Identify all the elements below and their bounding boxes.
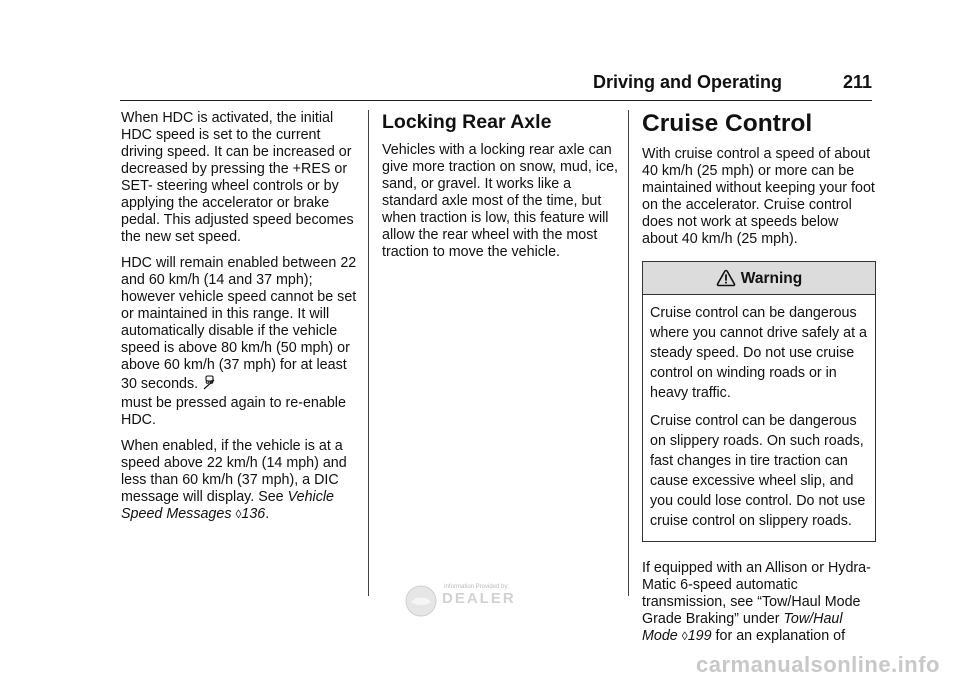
paragraph-text: When enabled, if the vehicle is at a speed above 22 km/h (14 mph) and less than 60 km/h (37 mph), a DIC message will display. See (121, 438, 347, 505)
page-number: 211 (842, 72, 872, 92)
dealer-tagline: Information Provided by: (444, 584, 510, 590)
warning-paragraph: Cruise control can be dangerous on slippery roads. On such roads, fast changes in tire traction can cause excessive wheel slip, and you could lose control. Do not use cruise control on slippery roads. (650, 413, 866, 529)
paragraph: With cruise control a speed of about 40 km/h (25 mph) or more can be maintained without keeping your foot on the accelerator. Cruise control does not work at speeds below about 40 km/h (25 mph). (642, 146, 875, 247)
punctuation: . (265, 506, 270, 522)
page-reference-icon: ◊ (681, 629, 688, 643)
column-hdc (121, 110, 357, 532)
section-heading: Locking Rear Axle (382, 111, 552, 133)
dealer-wordmark: DEALER (442, 590, 516, 607)
column-cruise-control (642, 110, 878, 654)
paragraph-text: for an explanation of (715, 628, 846, 644)
paragraph-text: If equipped with an Allison or Hydra-Matic 6-speed automatic transmission, see “Tow/Haul Mode Grade Braking” under (642, 560, 871, 627)
paragraph: When HDC is activated, the initial HDC speed is set to the current driving speed. It can be increased or decreased by pressing the +RES or SET- steering wheel controls or by applying the accelerator or brake pedal. This adjusted speed becomes the new set speed. (121, 110, 354, 245)
warning-label: Warning (740, 269, 803, 287)
page-header (120, 70, 872, 101)
warning-icon (716, 269, 736, 287)
paragraph-text: HDC will remain enabled between 22 and 60 km/h (14 and 37 mph); however vehicle speed cannot be set or maintained in this range. It will automatically disable if the vehicle speed is above 80 km/h (50 mph) or above 60 km/h (37 mph) for at least 30 seconds. (121, 255, 357, 392)
column-locking-rear-axle (382, 110, 618, 270)
section-title: Driving and Operating (592, 72, 782, 92)
warning-paragraph: Cruise control can be dangerous where you cannot drive safely at a steady speed. Do not use cruise control on winding roads or in heavy traffic. (650, 305, 867, 401)
warning-body (643, 295, 875, 541)
site-watermark: carmanualsonline.info (696, 652, 940, 677)
column-divider (628, 110, 629, 596)
warning-header (643, 262, 875, 295)
dealer-logo (404, 584, 549, 618)
xref-page: 199 (687, 628, 712, 644)
xref-label: Tow/Haul Mode (642, 611, 843, 644)
page-reference-icon: ◊ (235, 507, 242, 521)
warning-box (642, 261, 876, 542)
hill-descent-control-icon (202, 374, 216, 395)
xref-label: Vehicle Speed Messages (121, 489, 334, 522)
paragraph (642, 560, 878, 645)
xref-page: 136 (241, 506, 266, 522)
paragraph (121, 438, 357, 523)
paragraph-text: must be pressed again to re-enable HDC. (121, 395, 346, 428)
paragraph (121, 255, 357, 429)
dealer-emblem-icon (404, 584, 438, 618)
section-heading: Cruise Control (642, 110, 813, 137)
paragraph: Vehicles with a locking rear axle can give more traction on snow, mud, ice, sand, or gravel. It works like a standard axle most of the time, but when traction is low, this feature will allow the rear wheel with the most traction to move the vehicle. (382, 142, 619, 260)
column-divider (368, 110, 369, 596)
